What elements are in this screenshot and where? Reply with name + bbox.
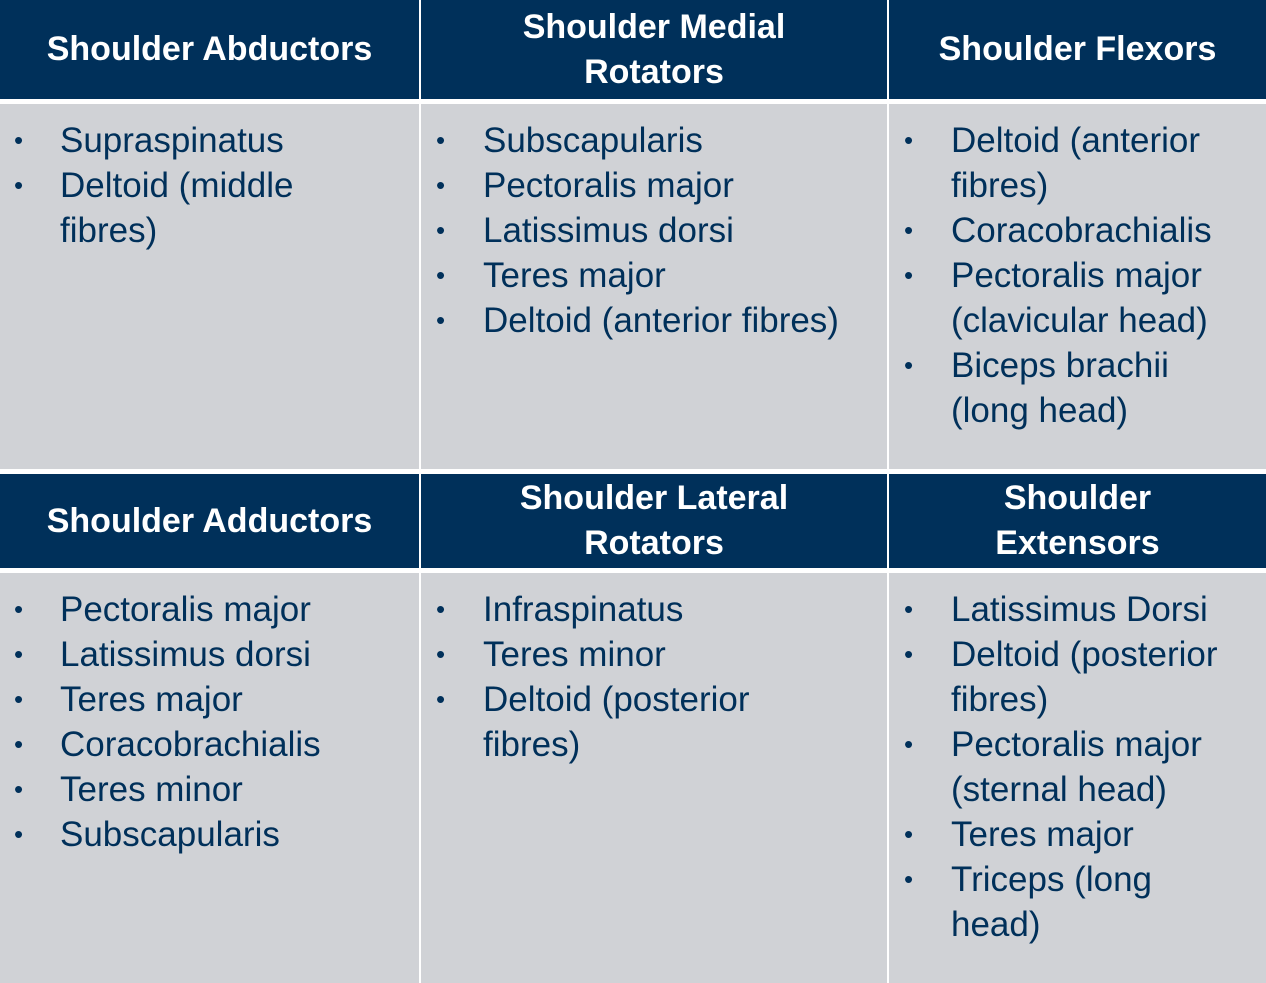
list-item: • Latissimus Dorsi (889, 587, 1266, 632)
list-item: • Deltoid (posterior fibres) (889, 632, 1241, 722)
bullet-icon: • (436, 260, 446, 290)
bullet-icon: • (436, 594, 446, 624)
list-item: • Deltoid (anterior fibres) (421, 298, 887, 343)
header-lateral-rotators (421, 469, 889, 573)
list-lateral-rotators (421, 587, 887, 767)
bullet-icon: • (904, 594, 914, 624)
cell-lateral-rotators (421, 573, 889, 983)
bullet-icon: • (14, 684, 24, 714)
list-item: • Supraspinatus (0, 118, 419, 163)
list-item: • Pectoralis major (clavicular head) (889, 253, 1236, 343)
bullet-icon: • (14, 774, 24, 804)
bullet-icon: • (14, 819, 24, 849)
list-item: • Deltoid (posterior fibres) (421, 677, 783, 767)
list-item: • Coracobrachialis (0, 722, 419, 767)
bullet-icon: • (436, 170, 446, 200)
list-item: • Biceps brachii (long head) (889, 343, 1201, 433)
bullet-icon: • (14, 729, 24, 759)
header-medial-rotators-title: Shoulder Medial Rotators (522, 7, 786, 91)
bullet-icon: • (436, 684, 446, 714)
cell-medial-rotators (421, 104, 889, 469)
list-medial-rotators (421, 118, 887, 343)
bullet-icon: • (436, 639, 446, 669)
bullet-icon: • (14, 639, 24, 669)
header-extensors (889, 469, 1266, 573)
bullet-icon: • (436, 125, 446, 155)
header-lateral-rotators-title: Shoulder Lateral Rotators (519, 479, 789, 562)
list-item: • Teres minor (0, 767, 419, 812)
bullet-icon: • (14, 594, 24, 624)
list-item: • Teres minor (421, 632, 887, 677)
list-item: • Deltoid (anterior fibres) (889, 118, 1226, 208)
list-item: • Teres major (0, 677, 419, 722)
list-item: • Teres major (421, 253, 887, 298)
list-item: • Subscapularis (0, 812, 419, 857)
list-item: • Pectoralis major (0, 587, 419, 632)
list-item: • Latissimus dorsi (0, 632, 419, 677)
cell-abductors (0, 104, 421, 469)
list-item: • Pectoralis major (sternal head) (889, 722, 1226, 812)
header-abductors (0, 0, 421, 104)
cell-adductors (0, 573, 421, 983)
header-adductors-title: Shoulder Adductors (46, 501, 373, 540)
header-medial-rotators (421, 0, 889, 104)
bullet-icon: • (904, 125, 914, 155)
bullet-icon: • (14, 170, 24, 200)
header-flexors-title: Shoulder Flexors (938, 30, 1217, 68)
header-extensors-title: Shoulder Extensors (995, 479, 1160, 562)
header-adductors (0, 469, 421, 573)
bullet-icon: • (904, 729, 914, 759)
bullet-icon: • (904, 350, 914, 380)
cell-flexors (889, 104, 1266, 469)
bullet-icon: • (904, 639, 914, 669)
list-abductors (0, 118, 419, 253)
list-item: • Deltoid (middle fibres) (0, 163, 320, 253)
list-item: • Coracobrachialis (889, 208, 1266, 253)
list-item: • Subscapularis (421, 118, 887, 163)
bullet-icon: • (904, 864, 914, 894)
bullet-icon: • (904, 819, 914, 849)
bullet-icon: • (436, 215, 446, 245)
list-extensors (889, 587, 1266, 947)
bullet-icon: • (904, 215, 914, 245)
list-item: • Latissimus dorsi (421, 208, 887, 253)
header-abductors-title: Shoulder Abductors (46, 30, 373, 68)
list-item: • Infraspinatus (421, 587, 887, 632)
bullet-icon: • (14, 125, 24, 155)
list-item: • Pectoralis major (421, 163, 887, 208)
list-flexors (889, 118, 1266, 433)
cell-extensors (889, 573, 1266, 983)
list-item: • Teres major (889, 812, 1266, 857)
header-flexors (889, 0, 1266, 104)
list-item: • Triceps (long head) (889, 857, 1176, 947)
bullet-icon: • (904, 260, 914, 290)
list-adductors (0, 587, 419, 857)
bullet-icon: • (436, 305, 446, 335)
